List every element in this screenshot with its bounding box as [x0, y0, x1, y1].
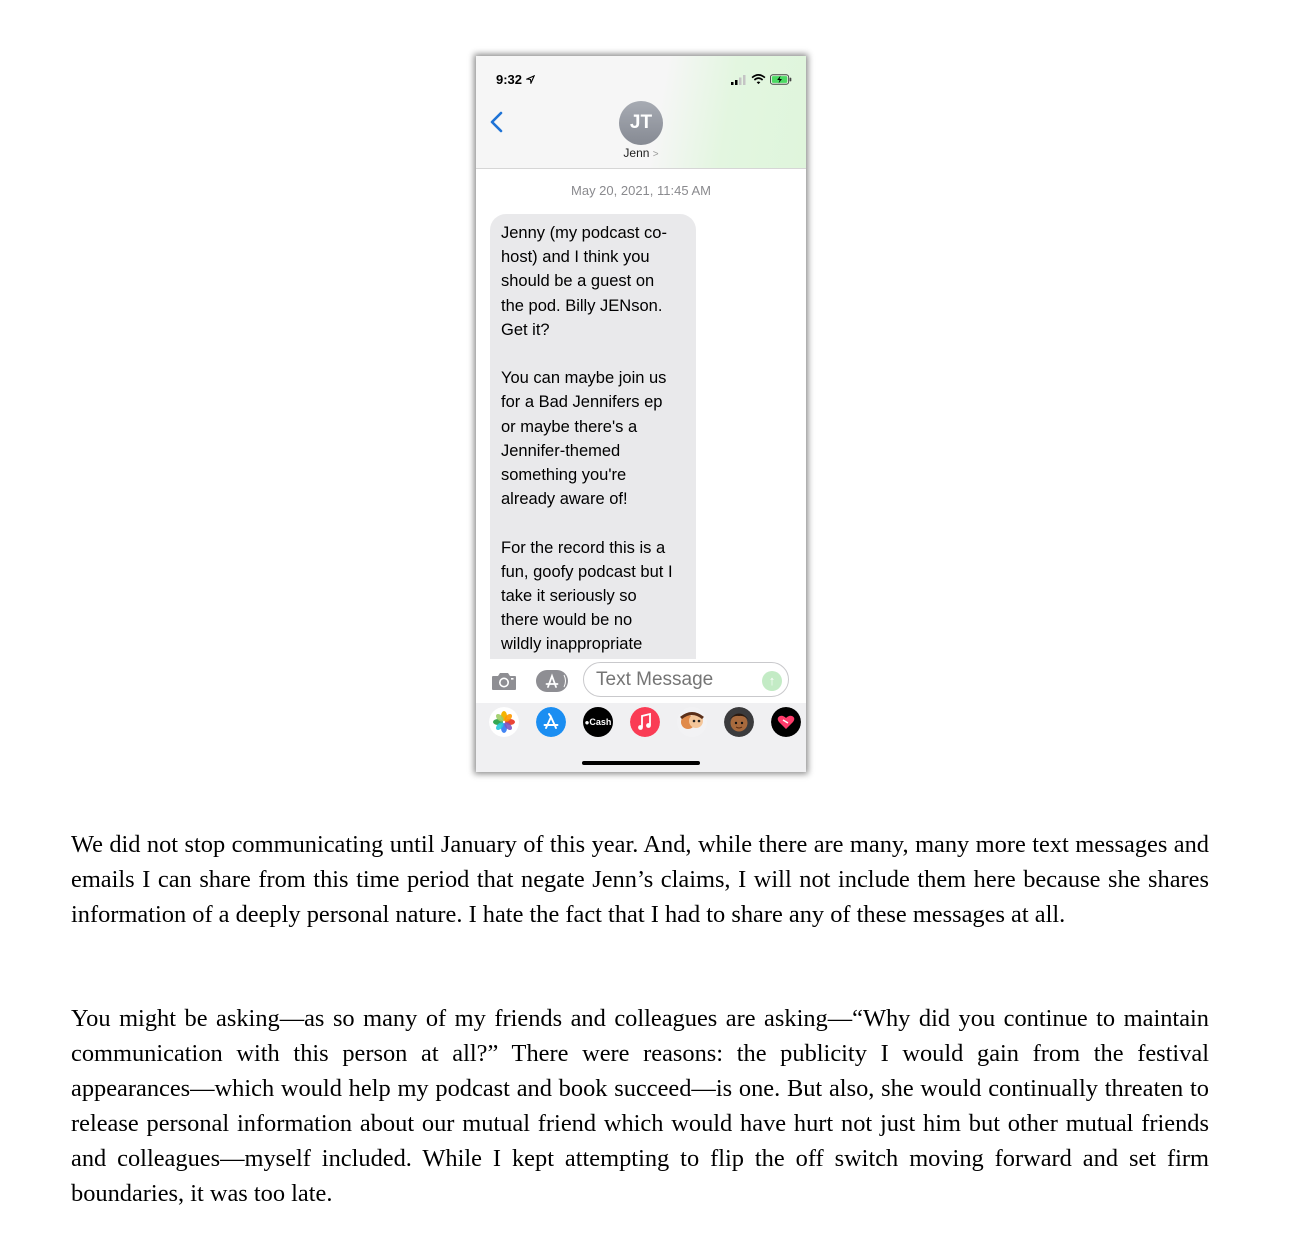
phone-screenshot [476, 56, 806, 772]
message-thread[interactable] [476, 169, 806, 659]
signal-icon [731, 75, 746, 85]
chevron-right-icon: > [652, 149, 659, 160]
status-icons [731, 72, 792, 90]
memoji-stickers-icon[interactable] [677, 707, 707, 737]
imessage-app-tray [476, 703, 806, 772]
contact-name-label: Jenn [623, 146, 650, 160]
app-store-icon[interactable] [535, 669, 569, 693]
digital-touch-icon[interactable] [771, 707, 801, 737]
message-composer [476, 659, 806, 703]
message-timestamp: May 20, 2021, 11:45 AM [571, 183, 711, 198]
memoji-icon[interactable] [724, 707, 754, 737]
music-icon[interactable] [630, 707, 660, 737]
photos-icon[interactable] [489, 707, 519, 737]
location-arrow-icon [526, 75, 535, 84]
back-icon[interactable] [486, 108, 508, 136]
incoming-message-bubble[interactable]: Jenny (my podcast co- host) and I think you should be a guest on the pod. Billy JENson. Get it? You can maybe join us for a Bad Jennifers ep or maybe there's a Jennifer-themed something you're already aware of! For the record this is a fun, goofy podcast but I take it seriously so there would be no wildly inappropriate [490, 214, 696, 659]
wifi-icon [751, 74, 766, 85]
body-paragraph-1: We did not stop communicating until January of this year. And, while there are many, many more text messages and emails I can share from this time period that negate Jenn’s claims, I will not include them here because she shares information of a deeply personal nature. I hate the fact that I had to share any of these messages at all. [71, 831, 1209, 928]
contact-name[interactable] [476, 146, 806, 160]
send-button[interactable]: ↑ [762, 671, 782, 691]
conversation-header [476, 56, 806, 169]
apple-cash-icon[interactable]: ●Cash [583, 707, 613, 737]
app-store-tray-icon[interactable] [536, 707, 566, 737]
text-message-input[interactable] [583, 662, 789, 697]
body-paragraph-2: You might be asking—as so many of my friends and colleagues are asking—“Why did you continue to maintain communication with this person at all?” There were reasons: the publicity I would gain from the festival appearances—which would help my podcast and book succeed—is one. But also, she would continually threaten to release personal information about our mutual friend which would have hurt not just him but other mutual friends and colleagues—myself included. While I kept attempting to flip the off switch moving forward and set firm boundaries, it was too late. [71, 1005, 1209, 1207]
battery-charging-icon [770, 74, 792, 85]
avatar[interactable]: JT [619, 101, 663, 145]
camera-icon[interactable] [490, 670, 518, 692]
status-time: 9:32 [496, 72, 535, 87]
status-bar [476, 56, 806, 100]
home-indicator [582, 761, 700, 765]
